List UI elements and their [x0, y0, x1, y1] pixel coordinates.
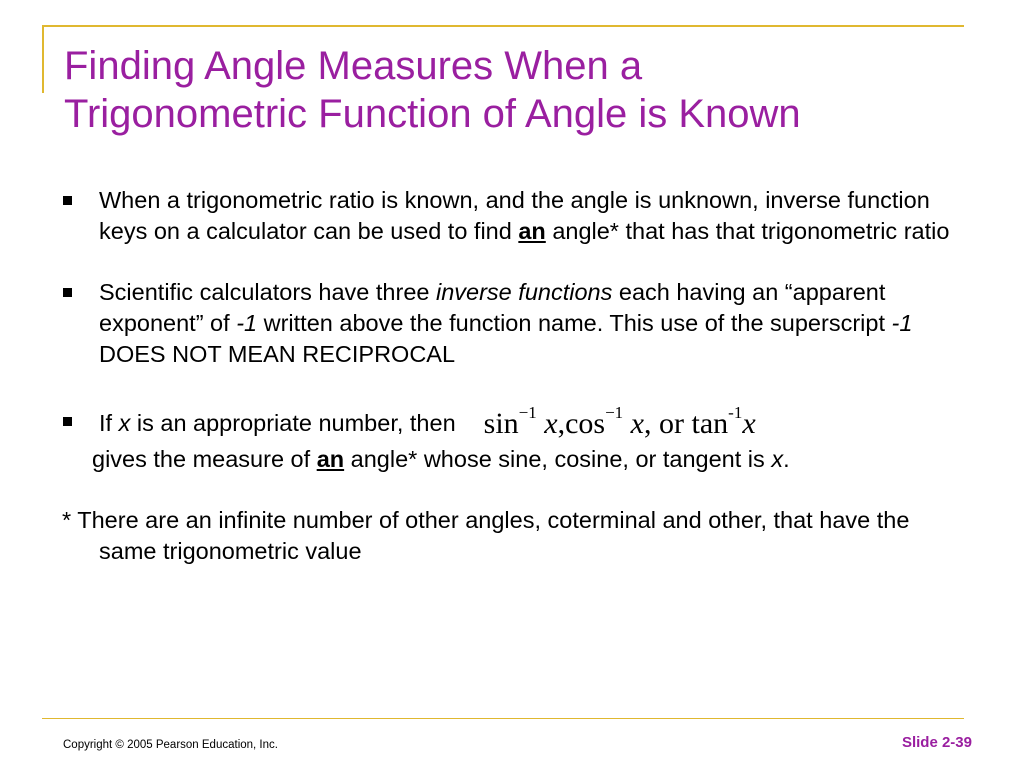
bullet-3-text-b: is an appropriate number, then: [136, 410, 456, 436]
math-comma-2: ,: [644, 407, 652, 440]
bullet-inverse-keys: [62, 185, 972, 247]
math-x-1: x: [544, 407, 558, 440]
bullet-2-neg-one-b: -1: [891, 310, 913, 336]
slide-number: Slide 2-39: [901, 734, 972, 751]
bullet-2-neg-one-a: -1: [236, 310, 258, 336]
slide-title-line-2: Trigonometric Function of Angle is Known: [64, 92, 801, 136]
footnote-infinite-angles: * There are an infinite number of other angles, coterminal and other, that have the same trigonometric value: [62, 507, 910, 564]
bullet-3-cont-var: x: [771, 446, 784, 472]
bullet-3-cont-emphasis: an: [316, 446, 345, 472]
bullet-2-text-b: each having an “apparent exponent” of: [99, 279, 886, 336]
bullet-2-text-a: Scientific calculators have three: [99, 279, 430, 305]
bullet-3-text-a: If: [99, 410, 113, 436]
decorative-top-rule: [42, 25, 964, 27]
math-x-2: x: [630, 407, 644, 440]
decorative-vertical-rule: [42, 25, 44, 93]
inverse-trig-expression: [483, 403, 756, 440]
math-sin: sin: [483, 407, 519, 440]
math-or: or: [659, 407, 684, 440]
slide-title-line-1: Finding Angle Measures When a: [64, 44, 643, 88]
bullet-inverse-functions: [62, 277, 972, 370]
bullet-1-text-a: When a trigonometric ratio is known, and the angle is unknown, inverse function keys on a calculator can be used to find: [99, 187, 930, 244]
bullet-3-continuation: [62, 444, 972, 475]
bullet-1-text-b: angle* that has that trigonometric ratio: [552, 218, 950, 244]
square-bullet-icon: [63, 288, 72, 297]
square-bullet-icon: [63, 417, 72, 426]
math-sin-sup: −1: [518, 403, 537, 422]
bullet-3-cont-end: .: [783, 446, 790, 472]
bullet-if-x: [62, 403, 972, 440]
math-cos: cos: [565, 407, 606, 440]
math-tan: tan: [691, 407, 729, 440]
bullet-1-emphasis: an: [518, 218, 546, 244]
bullet-2-text-d: DOES NOT MEAN RECIPROCAL: [99, 341, 456, 367]
bullet-3-cont-a: gives the measure of: [92, 446, 311, 472]
footer-rule: [42, 718, 964, 719]
math-x-3: x: [742, 407, 756, 440]
copyright-footer: Copyright © 2005 Pearson Education, Inc.: [63, 739, 278, 751]
math-comma-1: ,: [557, 407, 566, 440]
math-tan-sup: -1: [728, 403, 743, 422]
square-bullet-icon: [63, 196, 72, 205]
slide-title: [64, 42, 964, 138]
math-cos-sup: −1: [605, 403, 624, 422]
bullet-3-cont-b: angle* whose sine, cosine, or tangent is: [350, 446, 765, 472]
bullet-2-text-c: written above the function name. This use of the superscript: [263, 310, 885, 336]
bullet-3-var: x: [118, 410, 131, 436]
bullet-2-italic: inverse functions: [436, 279, 613, 305]
slide-body: [62, 185, 972, 567]
